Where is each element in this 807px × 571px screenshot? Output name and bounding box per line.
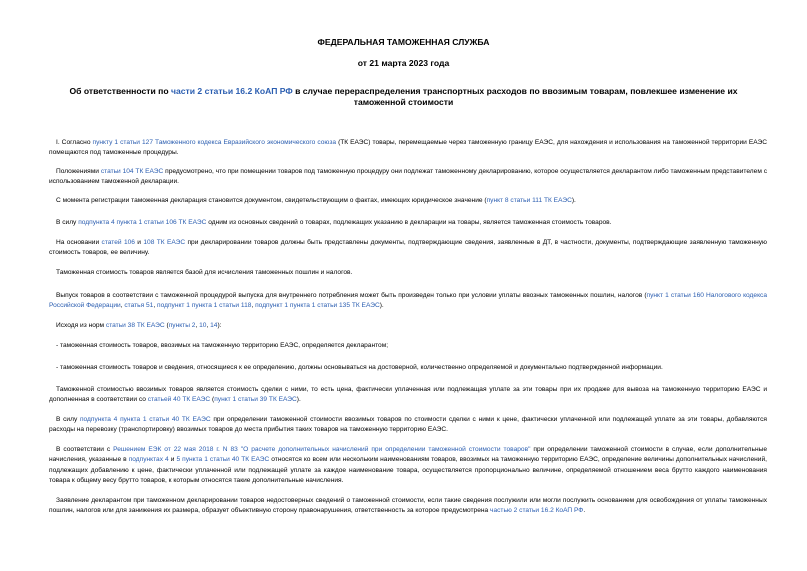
paragraph-text: В соответствии с (56, 446, 114, 453)
paragraph-text: - таможенная стоимость товаров и сведения, относящиеся к ее определению, должны основываться на достоверной, количественно определяемой и документально подтвержденной информации. (56, 364, 663, 371)
paragraph-10 (49, 363, 767, 373)
law-link[interactable]: статей 106 (101, 239, 135, 246)
law-link[interactable]: пункт 1 статьи 39 ТК ЕАЭС (214, 396, 297, 404)
paragraph-text: . (583, 507, 586, 515)
paragraph-text: ). (571, 197, 576, 204)
law-link[interactable]: статья 51 (124, 302, 154, 310)
law-link[interactable]: подпункт 1 пункта 1 статьи 135 ТК ЕАЭС (255, 302, 380, 310)
law-link[interactable]: 10 (199, 322, 207, 329)
paragraph-text: относятся ко всем или нескольким наименованиям товаров, ввозимых на таможенную территорию ЕАЭС, определение величины дополнительных начислений, подлежащих добавлению к цене, фактически уплаченной или подлежащей уплате за каждое наименование товара, осуществляется пропорционально величине, определяемой отношением веса брутто каждого наименования товара к общему весу брутто товаров, к которым относятся такие дополнительные начисления. (49, 456, 767, 485)
paragraph-text: ). (379, 302, 384, 310)
paragraph-1 (49, 138, 767, 159)
agency-heading: ФЕДЕРАЛЬНАЯ ТАМОЖЕННАЯ СЛУЖБА (317, 37, 490, 47)
paragraph-text: , (251, 302, 256, 310)
paragraph-text: Таможенная стоимость товаров является базой для исчисления таможенных пошлин и налогов. (56, 269, 353, 276)
paragraph-text: ). (296, 396, 301, 404)
paragraph-text: Таможенной стоимостью ввозимых товаров является стоимость сделки с ними, то есть цена, фактически уплаченная или подлежащая уплате за эти товары при их продаже для вывоза на таможенную территорию ЕАЭС и дополненная в соответствии со (49, 386, 767, 404)
paragraph-2 (49, 167, 767, 188)
paragraph-14 (49, 496, 767, 517)
paragraph-text: Исходя из норм (56, 322, 106, 329)
paragraph-9 (49, 341, 767, 351)
paragraph-3 (49, 196, 767, 206)
paragraph-text: ( (164, 322, 169, 329)
paragraph-text: - таможенная стоимость товаров, ввозимых на таможенную территорию ЕАЭС, определяется декларантом; (56, 342, 389, 349)
law-link[interactable]: подпунктах 4 (128, 456, 169, 464)
law-link[interactable]: Решением ЕЭК от 22 мая 2018 г. N 83 "О расчете дополнительных начислений при определении таможенной стоимости товаров" (113, 446, 531, 453)
document-title (55, 86, 752, 108)
law-link[interactable]: подпункт 1 пункта 1 статьи 118 (157, 302, 252, 310)
paragraph-text: На основании (56, 239, 102, 246)
paragraph-text: Заявление декларантом при таможенном декларировании товаров недостоверных сведений о таможенной стоимости, если такие сведения послужили или могли послужить основанием для освобождения от уплаты таможенных пошлин, налогов или для занижения их размера, образует объективную сторону правонарушения, ответственность за которое предусмотрена (49, 497, 767, 515)
paragraph-text: , (120, 302, 125, 310)
law-link[interactable]: частью 2 статьи 16.2 КоАП РФ (490, 507, 584, 515)
paragraph-7 (49, 291, 767, 312)
paragraph-text: Положениями (56, 168, 101, 175)
paragraph-text: В силу (56, 219, 79, 226)
law-link[interactable]: пункту 1 статьи 127 Таможенного кодекса Евразийского экономического союза (92, 139, 337, 146)
paragraph-text: при определении таможенной стоимости ввозимых товаров по стоимости сделки с ними к цене, фактически уплаченной или подлежащей уплате за эти товары, добавляются расходы на перевозку (транспортировку) ввозимых товаров до места прибытия таких товаров на таможенную территорию ЕАЭС. (49, 416, 767, 434)
paragraph-4 (49, 218, 767, 228)
paragraph-6 (49, 268, 767, 278)
law-link[interactable]: статьей 40 ТК ЕАЭС (147, 396, 211, 404)
law-link[interactable]: подпункта 4 пункта 1 статьи 40 ТК ЕАЭС (79, 416, 211, 423)
paragraph-8 (49, 321, 767, 331)
paragraph-text: предусмотрено, что при помещении товаров под таможенную процедуру они подлежат таможенному декларированию, которое осуществляется декларантом либо таможенным представителем с использованием таможенной декларации. (49, 168, 767, 186)
document-date: от 21 марта 2023 года (357, 58, 450, 68)
law-link[interactable]: 5 пункта 1 статьи 40 ТК ЕАЭС (176, 456, 270, 464)
paragraph-text: одним из основных сведений о товарах, подлежащих указанию в декларации на товары, является таможенная стоимость товаров. (206, 219, 612, 226)
paragraph-text: С момента регистрации таможенная декларация становится документом, свидетельствующим о фактах, имеющих юридическое значение ( (56, 197, 487, 204)
title-text-rest: в случае перераспределения транспортных расходов по ввозимым товарам, повлекшее изменение их таможенной стоимости (292, 86, 738, 107)
paragraph-text: при декларировании товаров должны быть представлены документы, подтверждающие сведения, заявленные в ДТ, в частности, документы, подтверждающие заявленную таможенную стоимость товаров, ее величину. (49, 239, 767, 257)
law-link[interactable]: пункты 2 (168, 322, 196, 329)
paragraph-13 (49, 445, 767, 487)
paragraph-text: ): (217, 322, 222, 329)
law-link[interactable]: пункт 8 статьи 111 ТК ЕАЭС (486, 197, 572, 204)
paragraph-text: (ТК ЕАЭС) товары, перемещаемые через таможенную границу ЕАЭС, для нахождения и использования на таможенной территории ЕАЭС помещаются под таможенные процедуры. (49, 139, 768, 157)
paragraph-text: Выпуск товаров в соответствии с таможенной процедурой выпуска для внутреннего потребления может быть произведен только при условии уплаты ввозных таможенных пошлин, налогов ( (56, 292, 647, 299)
law-link[interactable]: пункт 1 статьи 160 Налогового кодекса Российской Федерации (49, 292, 767, 310)
paragraph-5 (49, 238, 767, 259)
paragraph-text: и (168, 456, 177, 464)
paragraph-text: ( (210, 396, 215, 404)
paragraph-12 (49, 415, 767, 436)
paragraph-11 (49, 385, 767, 406)
paragraph-text: и (134, 239, 144, 246)
title-link[interactable]: части 2 статьи 16.2 КоАП РФ (170, 86, 293, 96)
paragraph-text: , (153, 302, 158, 310)
law-link[interactable]: статьи 38 ТК ЕАЭС (105, 322, 165, 329)
law-link[interactable]: статьи 104 ТК ЕАЭС (100, 168, 164, 175)
paragraph-text: , (206, 322, 211, 329)
paragraph-text: I. Согласно (56, 139, 93, 146)
paragraph-text: , (195, 322, 200, 329)
paragraph-text: В силу (56, 416, 80, 423)
title-text: Об ответственности по (69, 86, 171, 96)
law-link[interactable]: 108 ТК ЕАЭС (143, 239, 186, 246)
law-link[interactable]: подпункта 4 пункта 1 статьи 106 ТК ЕАЭС (78, 219, 207, 226)
law-link[interactable]: 14 (210, 322, 218, 329)
paragraph-text: при определении таможенной стоимости в случае, если дополнительные начисления, указанные в (49, 446, 767, 464)
